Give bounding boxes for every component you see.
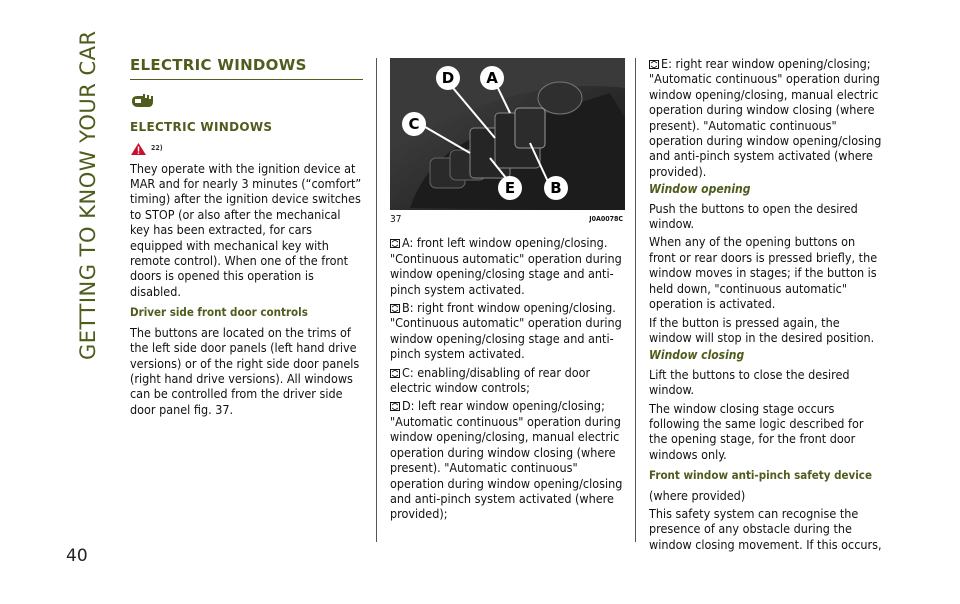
section-rule bbox=[130, 79, 363, 80]
window-switch-icon bbox=[390, 239, 400, 248]
list-item: A: front left window opening/closing. "Continuous automatic" operation during window opening/closing stage and anti-pinch system activated. bbox=[390, 235, 622, 297]
column-divider bbox=[376, 58, 377, 542]
page-number: 40 bbox=[66, 546, 88, 566]
figure-code: J0A0078C bbox=[589, 215, 623, 223]
hand-control-icon bbox=[130, 92, 363, 113]
paragraph: (where provided) bbox=[649, 487, 746, 503]
callout-a: A bbox=[486, 69, 498, 87]
column-divider bbox=[635, 58, 636, 542]
window-switch-icon bbox=[390, 402, 400, 411]
paragraph: This safety system can recognise the presence of any obstacle during the window closing movement. If this occurs, bbox=[649, 505, 882, 552]
list-item: E: right rear window opening/closing; "Automatic continuous" operation during window opening/closing, manual electric operation during window closing (where present). "Automatic continuous" operation during window opening/closing and anti-pinch system activated (where provided). bbox=[649, 56, 882, 179]
window-opening-heading: Window opening bbox=[649, 182, 751, 197]
list-item: D: left rear window opening/closing; "Automatic continuous" operation during window opening/closing, manual electric operation during window closing (where present). "Automatic continuous" operation during window opening/closing and anti-pinch system activated (where provided); bbox=[390, 398, 623, 522]
window-switch-icon bbox=[390, 369, 400, 378]
window-switch-icon bbox=[390, 304, 400, 313]
window-controls-figure bbox=[390, 58, 625, 210]
intro-paragraph: They operate with the ignition device at MAR and for nearly 3 minutes (“comfort” timing) after the ignition device switches to STOP (or also after the mechanical key has been extracted, for cars equipped with mechanical key with remote control). When one of the front doors is opened this operation is disabled. bbox=[130, 160, 362, 299]
driver-controls-paragraph: The buttons are located on the trims of the left side door panels (left hand drive versions) or of the right side door panels (right hand drive versions). All windows can be controlled from the driver side door panel fig. 37. bbox=[130, 324, 360, 417]
window-switch-icon bbox=[649, 60, 659, 69]
callout-b: B bbox=[550, 179, 562, 197]
callout-d: D bbox=[441, 69, 455, 87]
callout-c: C bbox=[408, 115, 420, 133]
column-2 bbox=[390, 58, 623, 525]
warning-note bbox=[130, 141, 363, 156]
window-closing-heading: Window closing bbox=[649, 348, 745, 363]
list-item: B: right front window opening/closing. "Continuous automatic" operation during window opening/closing stage and anti-pinch system activated. bbox=[390, 300, 622, 362]
figure-number: 37 bbox=[390, 214, 402, 225]
column-3 bbox=[649, 56, 885, 555]
figure-caption bbox=[390, 212, 623, 227]
side-section-title: GETTING TO KNOW YOUR CAR bbox=[76, 30, 100, 360]
column-1 bbox=[130, 50, 363, 420]
paragraph: The window closing stage occurs following the same logic described for the opening stage, for the front door windows only. bbox=[649, 400, 864, 462]
paragraph: If the button is pressed again, the window will stop in the desired position. bbox=[649, 314, 875, 345]
warning-ref: 22) bbox=[151, 144, 163, 153]
callout-e: E bbox=[504, 179, 516, 197]
paragraph: Push the buttons to open the desired window. bbox=[649, 200, 858, 232]
section-title: ELECTRIC WINDOWS bbox=[130, 56, 307, 74]
paragraph: Lift the buttons to close the desired window. bbox=[649, 366, 850, 398]
warning-triangle-icon bbox=[130, 142, 147, 156]
list-item: C: enabling/disabling of rear door electric window controls; bbox=[390, 364, 591, 396]
subsection-title: ELECTRIC WINDOWS bbox=[130, 119, 273, 134]
antipinch-heading: Front window anti-pinch safety device bbox=[649, 468, 872, 483]
paragraph: When any of the opening buttons on front or rear doors is pressed briefly, the window moves in stages; if the button is held down, "continuous automatic" operation is activated. bbox=[649, 234, 878, 312]
driver-controls-heading: Driver side front door controls bbox=[130, 305, 308, 320]
